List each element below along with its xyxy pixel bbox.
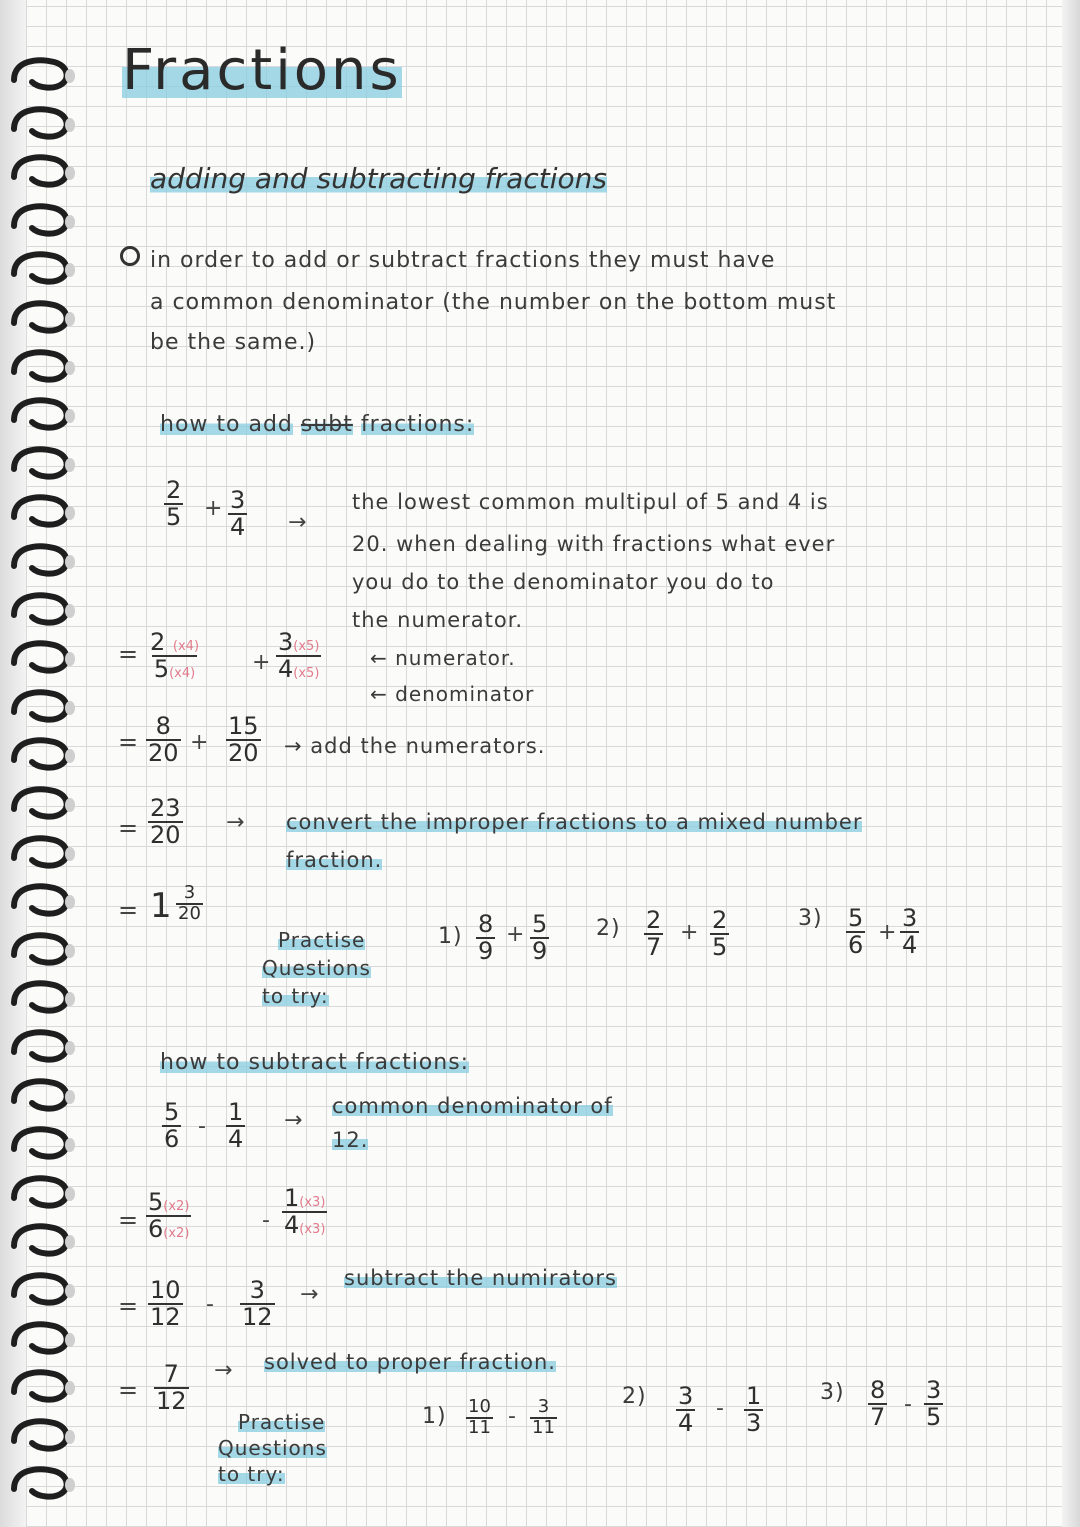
spiral-ring (8, 1218, 80, 1262)
bullet-icon (120, 246, 140, 266)
multiplier: (x3) (299, 1222, 326, 1238)
plus-sign: + (506, 922, 525, 947)
spiral-ring (8, 1461, 80, 1505)
add-heading-struck: subt (300, 412, 353, 437)
multiplier: (x2) (163, 1226, 190, 1242)
add-heading-end: fractions: (360, 412, 475, 437)
minus-sign: - (262, 1208, 270, 1233)
section-heading: adding and subtracting fractions (150, 162, 607, 195)
add-step2-fraction-1 (146, 714, 181, 766)
page-title: Fractions (122, 38, 402, 103)
denominator: 5 (166, 503, 182, 532)
spiral-ring (8, 1413, 80, 1457)
spiral-ring (8, 975, 80, 1019)
multiplier: (x5) (293, 666, 320, 682)
add-note-2: 20. when dealing with fractions what ever (352, 532, 836, 556)
numerator: 3 (183, 882, 196, 903)
practise-add-3-fraction-b (900, 906, 919, 958)
practise-add-1-fraction-b (530, 912, 549, 964)
numerator: 10 (468, 1396, 491, 1417)
numerator: 3 (230, 486, 246, 514)
spiral-ring (8, 489, 80, 533)
denominator: 3 (746, 1409, 762, 1438)
spiral-ring (8, 927, 80, 971)
denominator: 5 (926, 1403, 942, 1432)
numerator: 3 (926, 1376, 942, 1404)
spiral-ring (8, 684, 80, 728)
numerator: 23 (150, 794, 181, 822)
practise-sub-3-fraction-b (924, 1378, 943, 1430)
denominator: 11 (468, 1416, 491, 1438)
denominator: 6 (148, 1215, 164, 1244)
sub-step1-fraction-2 (282, 1186, 327, 1238)
rule-line-3: be the same.) (150, 330, 317, 355)
add-fraction-1 (164, 478, 183, 530)
add-step2-note: → add the numerators. (284, 734, 546, 758)
spiral-ring (8, 1316, 80, 1360)
denominator: 20 (228, 739, 259, 768)
spiral-ring (8, 1267, 80, 1311)
denominator: 5 (712, 933, 728, 962)
practise-label-1: Practise (238, 1410, 326, 1434)
multiplier: (x4) (169, 666, 196, 682)
subtract-heading: how to subtract fractions: (160, 1050, 470, 1075)
practise-label-2: Questions (218, 1436, 327, 1460)
spiral-ring (8, 52, 80, 96)
denominator: 4 (230, 513, 246, 542)
arrow-icon: → (214, 1358, 233, 1383)
add-step1-fraction-1 (148, 630, 201, 682)
denominator-label-text: denominator (395, 682, 535, 706)
denominator: 5 (153, 655, 170, 684)
spiral-ring (8, 1170, 80, 1214)
plus-sign: + (204, 496, 223, 521)
spiral-ring (8, 732, 80, 776)
numerator: 5 (148, 1188, 164, 1216)
add-note-3: you do to the denominator you do to (352, 570, 775, 594)
sub-fraction-1 (162, 1100, 181, 1152)
equals-sign: = (118, 1292, 139, 1320)
practise-add-2-label: 2) (596, 916, 621, 941)
sub-step2-note: subtract the numirators (344, 1266, 617, 1290)
numerator: 1 (746, 1382, 762, 1410)
practise-add-3-fraction-a (846, 906, 865, 958)
sub-note-2: 12. (332, 1128, 369, 1152)
practise-label-1: Practise (278, 928, 366, 952)
add-heading-text: how to add (160, 412, 293, 437)
denominator: 9 (478, 937, 494, 966)
numerator: 3 (537, 1396, 550, 1417)
practise-sub-3-label: 3) (820, 1380, 845, 1405)
spiral-ring (8, 830, 80, 874)
denominator: 6 (848, 931, 864, 960)
numerator-label-text: numerator. (395, 646, 516, 670)
spiral-ring (8, 101, 80, 145)
add-note-4: the numerator. (352, 608, 524, 632)
spiral-ring (8, 246, 80, 290)
add-step2-fraction-2 (226, 714, 261, 766)
spiral-ring (8, 878, 80, 922)
numerator: 5 (164, 1098, 180, 1126)
plus-sign: + (252, 650, 271, 675)
minus-sign: - (716, 1396, 724, 1421)
minus-sign: - (206, 1292, 214, 1317)
numerator: 5 (532, 910, 548, 938)
add-step1-fraction-2 (276, 630, 321, 682)
numerator: 2 (166, 476, 182, 504)
practise-sub-2-label: 2) (622, 1384, 647, 1409)
spiral-ring (8, 781, 80, 825)
denominator: 7 (870, 1403, 886, 1432)
denominator: 12 (242, 1303, 273, 1332)
plus-sign: + (190, 730, 209, 755)
numerator: 10 (150, 1276, 181, 1304)
practise-sub-2-fraction-a (676, 1384, 695, 1436)
practise-label-3: to try: (218, 1462, 285, 1486)
sub-step2-fraction-1 (148, 1278, 183, 1330)
denominator: 4 (902, 931, 918, 960)
add-step3-fraction (148, 796, 183, 848)
spiral-ring (8, 635, 80, 679)
add-note-1: the lowest common multipul of 5 and 4 is (352, 490, 829, 514)
spiral-ring (8, 1073, 80, 1117)
numerator: 3 (249, 1276, 265, 1304)
denominator: 4 (284, 1211, 300, 1240)
equals-sign: = (118, 896, 139, 924)
minus-sign: - (508, 1404, 516, 1429)
denominator: 7 (646, 933, 662, 962)
spiral-ring (8, 198, 80, 242)
practise-sub-1-fraction-a (466, 1398, 493, 1438)
denominator: 9 (532, 937, 548, 966)
sub-note-1: common denominator of (332, 1094, 613, 1118)
spiral-ring (8, 1121, 80, 1165)
numerator: 8 (155, 712, 171, 740)
numerator: 7 (163, 1360, 179, 1388)
minus-sign: - (198, 1114, 206, 1139)
denominator: 12 (156, 1387, 187, 1416)
numerator: 8 (870, 1376, 886, 1404)
denominator: 6 (164, 1125, 180, 1154)
rule-line-1: in order to add or subtract fractions they must have (150, 248, 776, 273)
multiplier: (x2) (163, 1199, 190, 1214)
mixed-fraction (176, 884, 203, 924)
numerator: 1 (228, 1098, 244, 1126)
add-heading (160, 412, 474, 437)
multiplier: (x5) (293, 639, 320, 654)
minus-sign: - (904, 1392, 912, 1417)
multiplier: (x4) (172, 639, 200, 654)
numerator: 1 (284, 1184, 300, 1212)
numerator: 3 (278, 628, 294, 656)
arrow-icon: → (226, 810, 245, 835)
spiral-ring (8, 149, 80, 193)
multiplier: (x3) (299, 1195, 326, 1210)
numerator-label: ← numerator. (370, 646, 516, 670)
spiral-ring (8, 295, 80, 339)
add-step2-note-text: add the numerators. (310, 734, 546, 758)
plus-sign: + (680, 920, 699, 945)
sub-step2-fraction-2 (240, 1278, 275, 1330)
add-fraction-2 (228, 488, 247, 540)
arrow-icon: → (300, 1282, 319, 1307)
denominator: 12 (150, 1303, 181, 1332)
spiral-ring (8, 538, 80, 582)
practise-add-1-fraction-a (476, 912, 495, 964)
denominator: 11 (532, 1416, 555, 1438)
plus-sign: + (878, 920, 897, 945)
spiral-ring (8, 1364, 80, 1408)
practise-add-3-label: 3) (798, 906, 823, 931)
equals-sign: = (118, 728, 139, 756)
sub-step3-fraction (154, 1362, 189, 1414)
practise-add-1-label: 1) (438, 924, 463, 949)
numerator: 8 (478, 910, 494, 938)
mixed-whole: 1 (150, 886, 172, 926)
denominator: 20 (150, 821, 181, 850)
practise-add-2-fraction-b (710, 908, 729, 960)
add-step3-note-1: convert the improper fractions to a mixed number (286, 810, 863, 834)
practise-sub-2-fraction-b (744, 1384, 763, 1436)
denominator-label: ← denominator (370, 682, 535, 706)
equals-sign: = (118, 814, 139, 842)
arrow-icon: → (288, 510, 307, 535)
equals-sign: = (118, 1206, 139, 1234)
numerator: 5 (848, 904, 864, 932)
numerator: 2 (646, 906, 662, 934)
practise-label-2: Questions (262, 956, 371, 980)
equals-sign: = (118, 1376, 139, 1404)
denominator: 20 (148, 739, 179, 768)
spiral-ring (8, 392, 80, 436)
equals-sign: = (118, 640, 139, 668)
arrow-icon: → (284, 1108, 303, 1133)
practise-sub-1-fraction-b (530, 1398, 557, 1438)
practise-label-3: to try: (262, 984, 329, 1008)
spiral-ring (8, 441, 80, 485)
denominator: 4 (278, 655, 294, 684)
sub-step1-fraction-1 (146, 1190, 191, 1242)
practise-sub-1-label: 1) (422, 1404, 447, 1429)
page-right-edge (1062, 0, 1080, 1527)
denominator: 4 (678, 1409, 694, 1438)
rule-line-2: a common denominator (the number on the bottom must (150, 290, 837, 315)
numerator: 3 (902, 904, 918, 932)
numerator: 2 (150, 628, 166, 656)
practise-add-2-fraction-a (644, 908, 663, 960)
practise-sub-3-fraction-a (868, 1378, 887, 1430)
numerator: 15 (228, 712, 259, 740)
spiral-ring (8, 1024, 80, 1068)
sub-fraction-2 (226, 1100, 245, 1152)
sub-step3-note: solved to proper fraction. (264, 1350, 556, 1374)
spiral-ring (8, 344, 80, 388)
numerator: 3 (678, 1382, 694, 1410)
spiral-ring (8, 587, 80, 631)
numerator: 2 (712, 906, 728, 934)
add-step3-note-2: fraction. (286, 848, 383, 872)
denominator: 20 (178, 902, 201, 924)
denominator: 4 (228, 1125, 244, 1154)
